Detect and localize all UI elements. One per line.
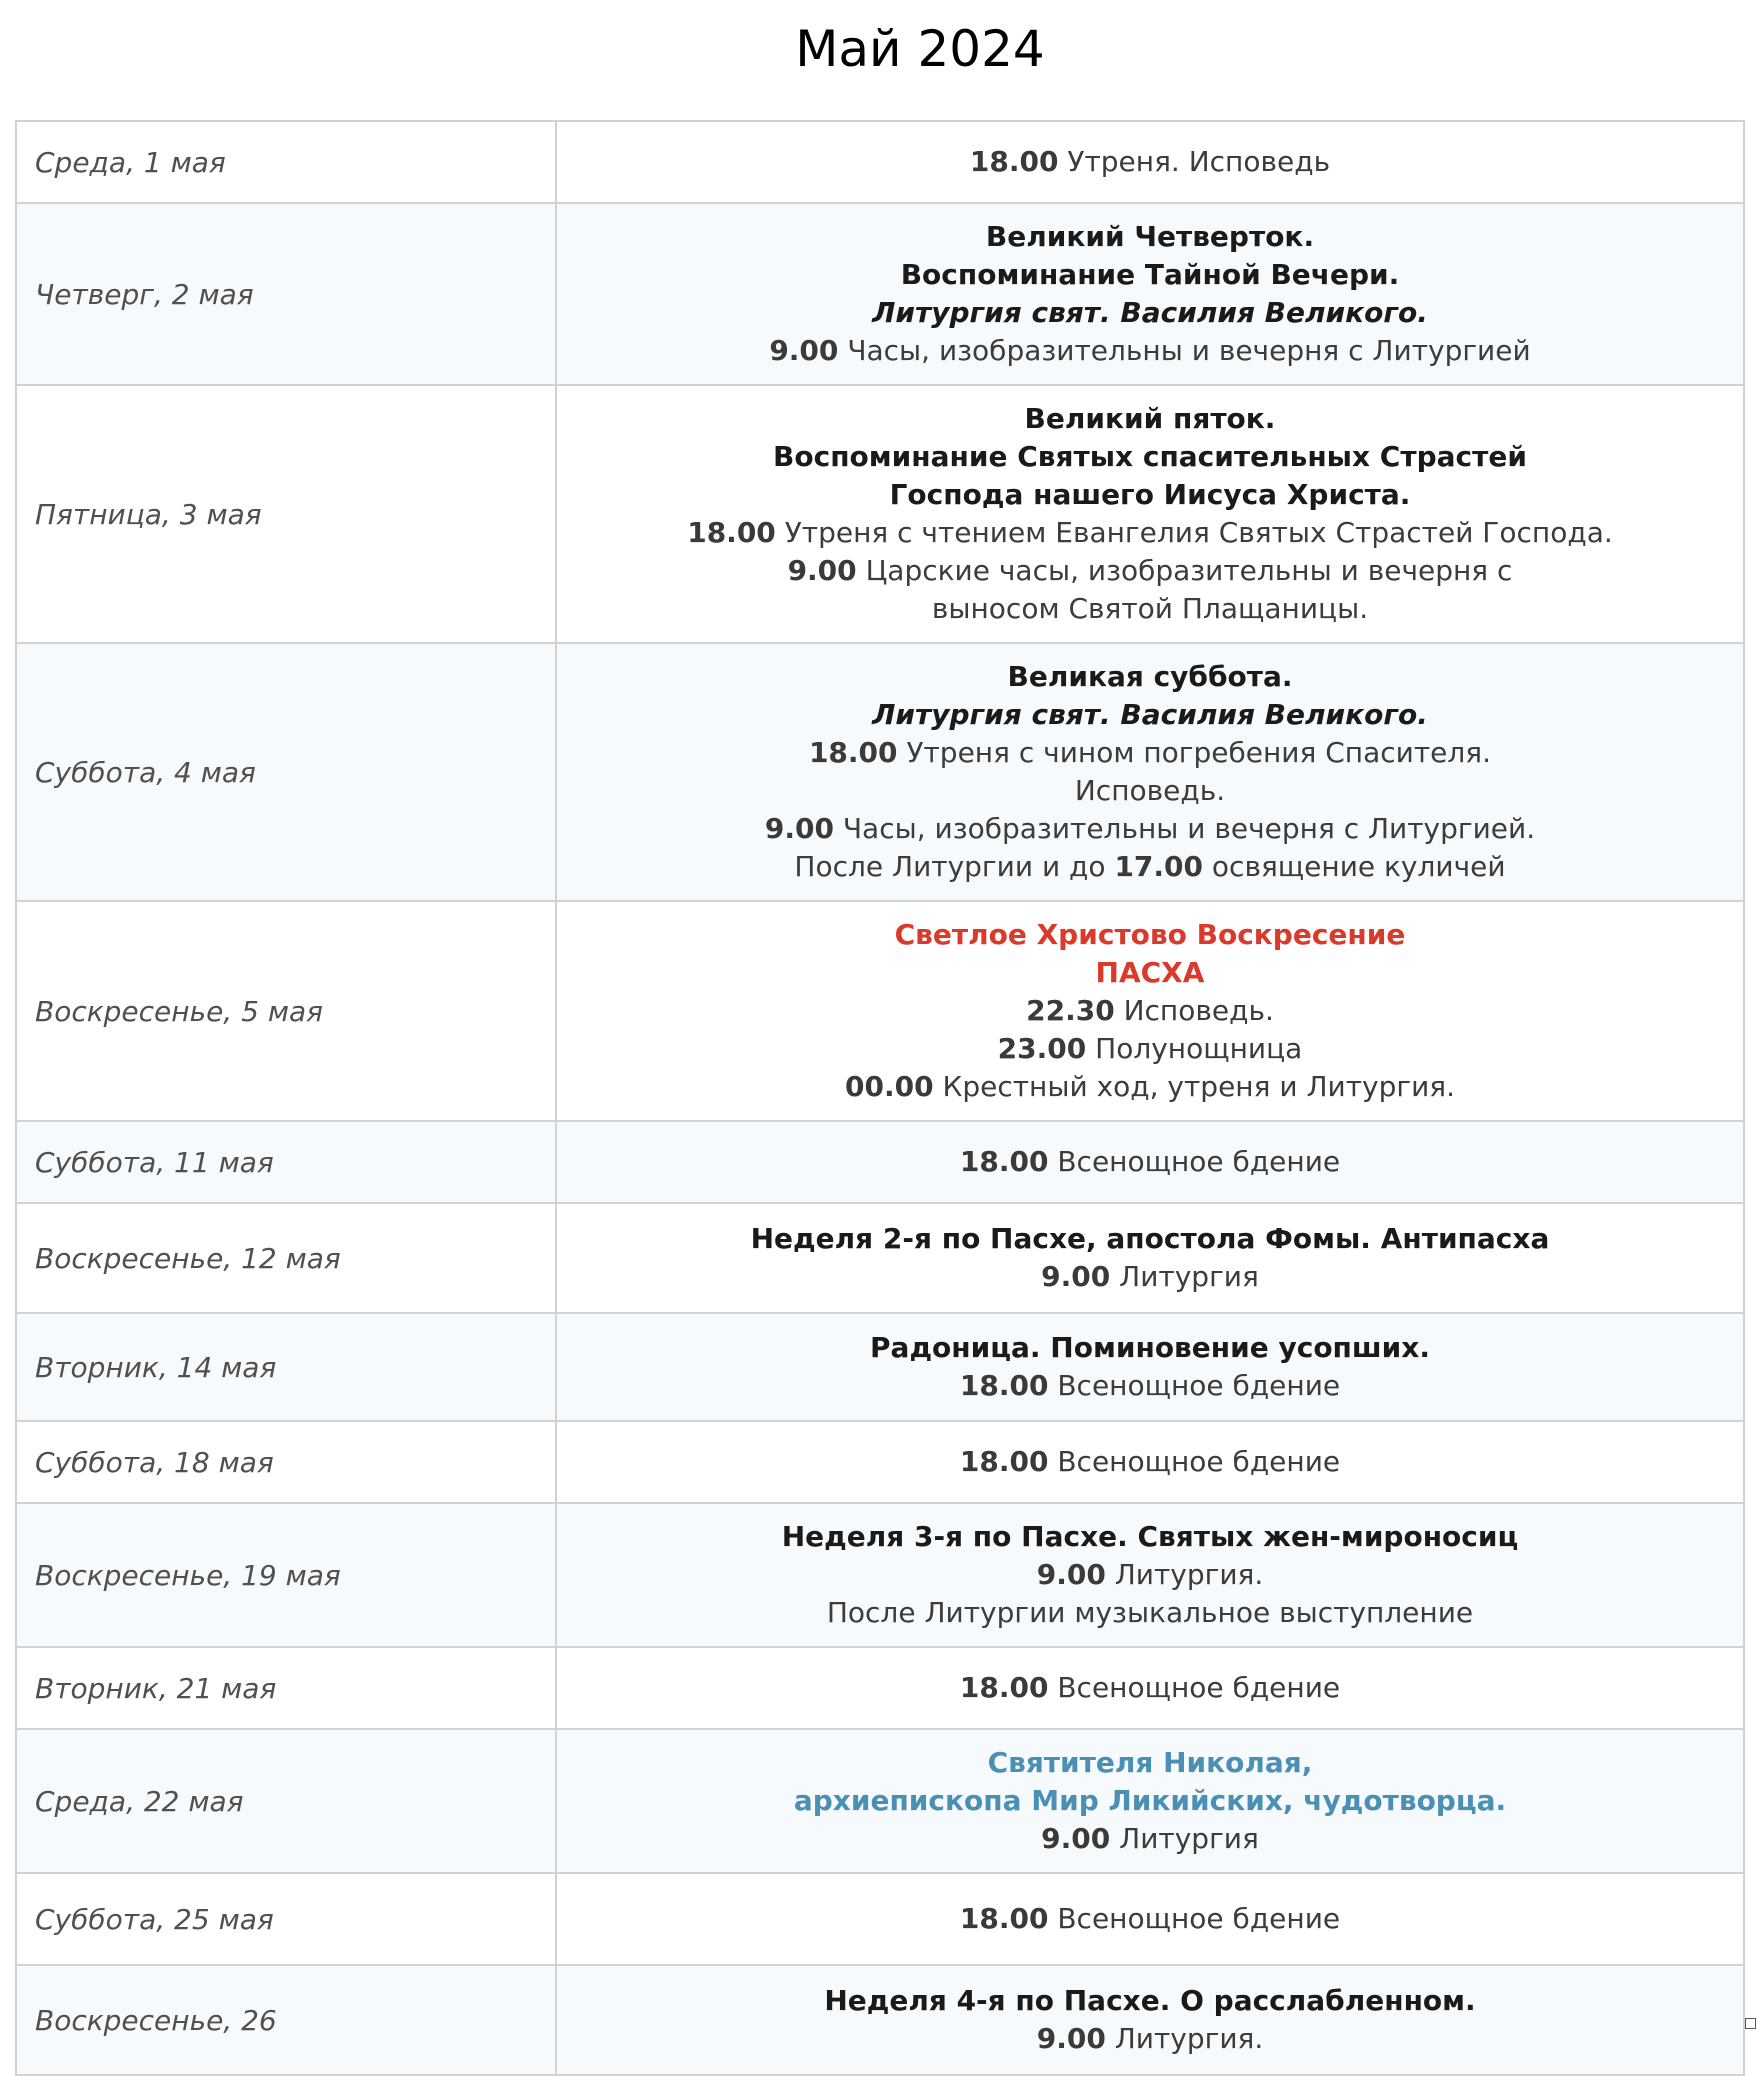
event-cell	[556, 1647, 1744, 1729]
event-line	[575, 772, 1725, 810]
service-text: Литургия	[1119, 1822, 1259, 1855]
event-line	[575, 954, 1725, 992]
event-line	[575, 810, 1725, 848]
event-title: Неделя 4-я по Пасхе. О расслабленном.	[824, 1984, 1476, 2017]
event-line	[575, 1556, 1725, 1594]
table-row	[16, 1203, 1744, 1313]
service-text: Исповедь.	[1074, 774, 1226, 807]
service-text: Полунощница	[1095, 1032, 1303, 1065]
service-time: 9.00	[787, 554, 857, 587]
feast-title: Светлое Христово Воскресение	[894, 918, 1406, 951]
service-time: 18.00	[959, 1902, 1049, 1935]
event-title: Неделя 2-я по Пасхе, апостола Фомы. Антипасха	[750, 1222, 1550, 1255]
service-text: Всенощное бдение	[1057, 1671, 1341, 1704]
page-title: Май 2024	[795, 20, 1045, 78]
table-row	[16, 1647, 1744, 1729]
service-text: Исповедь.	[1123, 994, 1274, 1027]
service-text: Царские часы, изобразительны и вечерня с	[865, 554, 1513, 587]
service-text: освящение куличей	[1211, 850, 1506, 883]
table-row	[16, 1965, 1744, 2075]
date-cell: Среда, 1 мая	[16, 121, 556, 203]
event-title: Воспоминание Святых спасительных Страстей	[773, 440, 1527, 473]
event-cell	[556, 901, 1744, 1121]
event-title: Великий Четверток.	[985, 220, 1315, 253]
service-time: 9.00	[1036, 1558, 1106, 1591]
event-line	[575, 658, 1725, 696]
date-cell: Среда, 22 мая	[16, 1729, 556, 1873]
service-text: Утреня с чтением Евангелия Святых Страстей Господа.	[784, 516, 1613, 549]
date-cell: Воскресенье, 19 мая	[16, 1503, 556, 1647]
service-text: Всенощное бдение	[1057, 1445, 1341, 1478]
event-title: Великий пяток.	[1024, 402, 1276, 435]
date-cell: Суббота, 4 мая	[16, 643, 556, 901]
saint-title: архиепископа Мир Ликийских, чудотворца.	[793, 1784, 1507, 1817]
saint-title: Святителя Николая,	[987, 1746, 1313, 1779]
event-line	[575, 332, 1725, 370]
table-row	[16, 1121, 1744, 1203]
event-line	[575, 1143, 1725, 1181]
event-cell	[556, 1121, 1744, 1203]
table-row	[16, 1503, 1744, 1647]
service-time: 23.00	[997, 1032, 1087, 1065]
event-cell	[556, 1873, 1744, 1965]
event-cell	[556, 1203, 1744, 1313]
service-time: 9.00	[764, 812, 834, 845]
service-time: 18.00	[959, 1369, 1049, 1402]
event-line	[575, 552, 1725, 590]
date-cell: Вторник, 21 мая	[16, 1647, 556, 1729]
service-text: Крестный ход, утреня и Литургия.	[942, 1070, 1456, 1103]
event-cell	[556, 1313, 1744, 1421]
event-line	[575, 1220, 1725, 1258]
event-line	[575, 1744, 1725, 1782]
table-row	[16, 203, 1744, 385]
event-line	[575, 256, 1725, 294]
service-text: Литургия.	[1114, 2022, 1264, 2055]
service-text: Всенощное бдение	[1057, 1145, 1341, 1178]
service-time: 22.30	[1026, 994, 1115, 1027]
event-line	[575, 218, 1725, 256]
service-text: выносом Святой Плащаницы.	[931, 592, 1369, 625]
service-time: 18.00	[959, 1671, 1049, 1704]
event-title: Воспоминание Тайной Вечери.	[900, 258, 1400, 291]
event-line	[575, 1443, 1725, 1481]
event-line	[575, 438, 1725, 476]
service-time: 18.00	[969, 145, 1059, 178]
liturgy-name: Литургия свят. Василия Великого.	[872, 698, 1428, 731]
event-cell	[556, 121, 1744, 203]
service-text: Часы, изобразительны и вечерня с Литургией	[847, 334, 1531, 367]
date-cell: Воскресенье, 12 мая	[16, 1203, 556, 1313]
schedule-table	[15, 120, 1745, 2076]
event-line	[575, 294, 1725, 332]
date-cell: Вторник, 14 мая	[16, 1313, 556, 1421]
event-line	[575, 1782, 1725, 1820]
event-line	[575, 992, 1725, 1030]
date-cell: Суббота, 25 мая	[16, 1873, 556, 1965]
date-cell: Воскресенье, 26	[16, 1965, 556, 2075]
service-time: 18.00	[687, 516, 776, 549]
event-cell	[556, 643, 1744, 901]
event-line	[575, 476, 1725, 514]
service-time: 18.00	[959, 1145, 1049, 1178]
event-line	[575, 1669, 1725, 1707]
date-cell: Суббота, 18 мая	[16, 1421, 556, 1503]
event-line	[575, 1030, 1725, 1068]
event-line	[575, 1594, 1725, 1632]
event-line	[575, 848, 1725, 886]
event-line	[575, 514, 1725, 552]
service-text: Всенощное бдение	[1057, 1902, 1341, 1935]
date-cell: Пятница, 3 мая	[16, 385, 556, 643]
table-row	[16, 901, 1744, 1121]
service-time: 9.00	[1041, 1822, 1111, 1855]
event-line	[575, 696, 1725, 734]
event-line	[575, 1258, 1725, 1296]
service-time: 9.00	[1041, 1260, 1111, 1293]
event-title: Неделя 3-я по Пасхе. Святых жен-мироносиц	[781, 1520, 1519, 1553]
event-line	[575, 2020, 1725, 2058]
feast-title: ПАСХА	[1095, 956, 1205, 989]
service-text: Литургия	[1119, 1260, 1259, 1293]
event-cell	[556, 1421, 1744, 1503]
event-line	[575, 1518, 1725, 1556]
service-text: Утреня. Исповедь	[1067, 145, 1331, 178]
event-cell	[556, 1729, 1744, 1873]
table-row	[16, 1873, 1744, 1965]
event-title: Великая суббота.	[1007, 660, 1293, 693]
event-line	[575, 590, 1725, 628]
event-line	[575, 400, 1725, 438]
table-row	[16, 121, 1744, 203]
event-line	[575, 1068, 1725, 1106]
event-line	[575, 1329, 1725, 1367]
service-time: 9.00	[769, 334, 839, 367]
service-time: 00.00	[844, 1070, 934, 1103]
service-text: Утреня с чином погребения Спасителя.	[906, 736, 1492, 769]
date-cell: Воскресенье, 5 мая	[16, 901, 556, 1121]
date-cell: Суббота, 11 мая	[16, 1121, 556, 1203]
service-time: 17.00	[1114, 850, 1204, 883]
table-row	[16, 643, 1744, 901]
event-cell	[556, 1965, 1744, 2075]
table-row	[16, 1729, 1744, 1873]
service-text: Всенощное бдение	[1057, 1369, 1341, 1402]
event-line	[575, 143, 1725, 181]
service-time: 18.00	[959, 1445, 1049, 1478]
service-text: Литургия.	[1114, 1558, 1264, 1591]
resize-handle[interactable]	[1745, 2018, 1756, 2029]
event-line	[575, 1820, 1725, 1858]
service-text: После Литургии и до	[794, 850, 1106, 883]
event-line	[575, 734, 1725, 772]
event-title: Господа нашего Иисуса Христа.	[889, 478, 1411, 511]
date-cell: Четверг, 2 мая	[16, 203, 556, 385]
liturgy-name: Литургия свят. Василия Великого.	[872, 296, 1428, 329]
service-text: После Литургии музыкальное выступление	[826, 1596, 1474, 1629]
table-row	[16, 1421, 1744, 1503]
event-line	[575, 1982, 1725, 2020]
event-title: Радоница. Поминовение усопших.	[870, 1331, 1430, 1364]
event-line	[575, 1367, 1725, 1405]
table-row	[16, 1313, 1744, 1421]
service-text: Часы, изобразительны и вечерня с Литургией.	[842, 812, 1536, 845]
service-time: 18.00	[808, 736, 898, 769]
event-line	[575, 916, 1725, 954]
table-row	[16, 385, 1744, 643]
event-cell	[556, 203, 1744, 385]
event-line	[575, 1900, 1725, 1938]
event-cell	[556, 385, 1744, 643]
event-cell	[556, 1503, 1744, 1647]
service-time: 9.00	[1036, 2022, 1106, 2055]
